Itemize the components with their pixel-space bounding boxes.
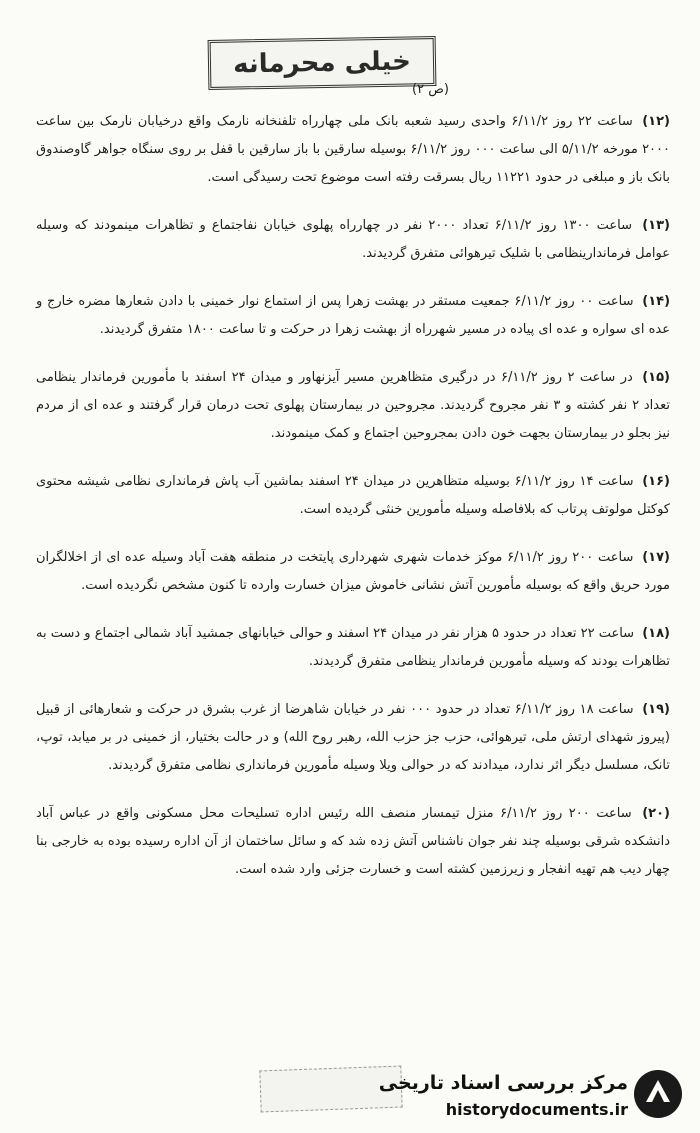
entry-number: (۲۰)	[642, 806, 670, 821]
entry-number: (۱۲)	[642, 114, 670, 129]
classification-stamp: خیلی محرمانه	[208, 36, 437, 90]
entry-text: ساعت ۱۴ روز ۶/۱۱/۲ بوسیله متظاهرین در میدان ۲۴ اسفند بماشین آب پاش فرمانداری نظامی شیشه محتوی کوکتل مولوتف پرتاب که بلافاصله وسیله مأمورین خنثی گردیده است.	[36, 474, 670, 517]
entry-number: (۱۷)	[642, 550, 670, 565]
entry-text: ساعت ۲۲ تعداد در حدود ۵ هزار نفر در میدان ۲۴ اسفند و حوالی خیابانهای جمشید آباد شمالی اجتماع و دست به تظاهرات بودند که وسیله مأمورین فرماندار ینظامی متفرق گردیدند.	[35, 626, 670, 669]
entry-text: ساعت ۲۰۰ روز ۶/۱۱/۲ موکز خدمات شهری شهرداری پایتخت در منطقه هفت آباد وسیله عده ای از اخلالگران مورد حریق واقع که بوسیله مأمورین آتش نشانی خاموش میزان خسارت وارده تا کنون مشخص نگردیده است.	[36, 550, 670, 593]
entry-number: (۱۵)	[642, 370, 670, 385]
entry-number: (۱۴)	[642, 294, 671, 309]
entry-text: ساعت ۱۳۰۰ روز ۶/۱۱/۲ تعداد ۲۰۰۰ نفر در چهارراه پهلوی خیابان نفاجتماع و تظاهرات مینمودند که وسیله عوامل فرماندارینظامی با شلیک تیرهوائی متفرق گردیدند.	[36, 218, 670, 261]
archive-name: مرکز بررسی اسناد تاریخی	[378, 1072, 628, 1094]
entry-number: (۱۳)	[642, 218, 670, 233]
entry-16	[36, 468, 674, 524]
entry-text: در ساعت ۲ روز ۶/۱۱/۲ در درگیری متظاهرین مسیر آیزنهاور و میدان ۲۴ اسفند با مأمورین فرماندار ینظامی تعداد ۲ نفر کشته و ۳ نفر مجروح گردیدند. مجروحین در بیمارستان پهلوی تحت درمان قرار گرفتند و عده ای از مردم نیز بجلو در بیمارستان بجهت خون دادن بمجروحین اجتماع و کمک مینمودند.	[36, 370, 670, 441]
entry-text: ساعت ۲۲ روز ۶/۱۱/۲ واحدی رسید شعبه بانک ملی چهارراه تلفنخانه نارمک واقع درخیابان نارمک بین ساعت ۲۰۰۰ مورخه ۵/۱۱/۲ الی ساعت ۰۰۰ روز ۶/۱۱/۲ بوسیله سارقین با باز سارقین با قفل بر روی سنگاه جواهر گاوصندوق بانک باز و مبلغی در حدود ۱۱۲۲۱ ریال بسرقت رفته است موضوع تحت رسیدگی است.	[36, 114, 670, 185]
page-number: (ص ۲)	[412, 82, 449, 97]
entry-number: (۱۹)	[642, 702, 670, 717]
entry-19	[36, 696, 674, 780]
entry-15	[36, 364, 674, 448]
entry-17	[36, 544, 674, 600]
archive-url: historydocuments.ir	[445, 1100, 628, 1119]
entry-20	[36, 800, 674, 884]
entry-number: (۱۶)	[642, 474, 670, 489]
entry-text: ساعت ۲۰۰ روز ۶/۱۱/۲ منزل تیمسار منصف الله رئیس اداره تسلیحات محل مسکونی واقع در عباس آباد دانشکده شرقی بوسیله چند نفر جوان ناشناس آتش زده شد که و سائل ساختمان از آن اداره رسیده بوده به خارجی بنا چهار دیب هم تهیه انفجار و زیرزمین کشته است و خسارت جزئی وارد شده است.	[36, 806, 670, 877]
entry-text: ساعت ۰۰ روز ۶/۱۱/۲ جمعیت مستقر در بهشت زهرا پس از استماع نوار خمینی با دادن شعارها مضره خارج و عده ای سواره و عده ای پیاده در مسیر شهرراه از بهشت زهرا در حرکت و تا ساعت ۱۸۰۰ متفرق گردیدند.	[36, 294, 670, 337]
report-entries	[36, 108, 674, 904]
archive-logo-icon	[632, 1068, 684, 1120]
entry-number: (۱۸)	[642, 626, 670, 641]
entry-18	[36, 620, 674, 676]
entry-14	[36, 288, 674, 344]
entry-13	[36, 212, 674, 268]
entry-12	[36, 108, 674, 192]
entry-text: ساعت ۱۸ روز ۶/۱۱/۲ تعداد در حدود ۰۰۰ نفر در خیابان شاهرضا از غرب بشرق در حرکت و شعارهائی از قبیل (پیروز شهدای ارتش ملی، تیرهوائی، حزب جز حزب الله، رهبر روح الله) و در حالت بختیار، از خمینی در بر میابد، توپ، تانک، مسلسل دیگر اثر ندارد، میدادند که در حوالی ویلا وسیله مأمورین فرمانداری نظامی متفرق گردیدند.	[36, 702, 670, 773]
